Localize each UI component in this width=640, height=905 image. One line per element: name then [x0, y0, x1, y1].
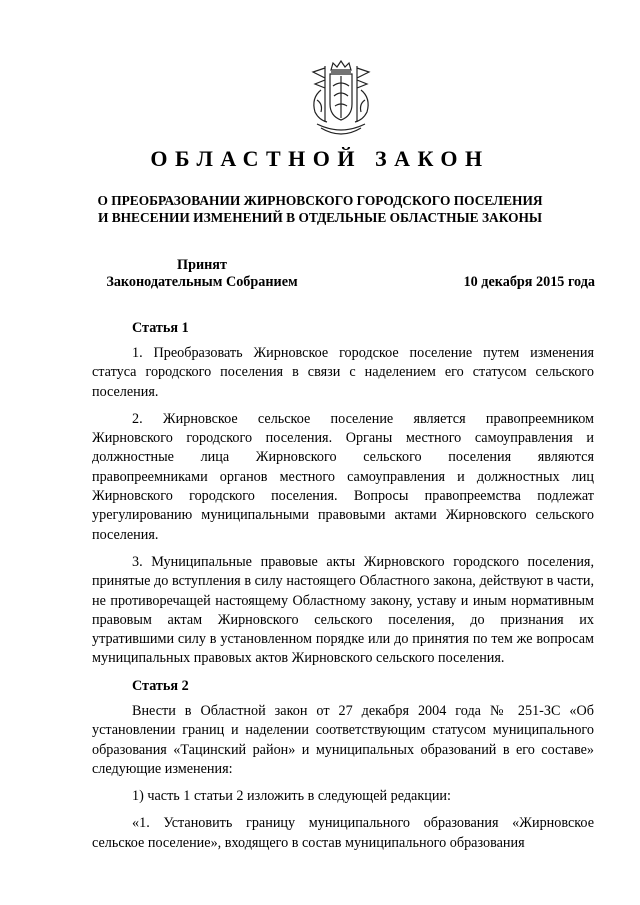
- article-2-paragraph-3: «1. Установить границу муниципального образования «Жирновское сельское поселение», входящего в состав муниципального образования: [92, 815, 594, 851]
- law-title: [0, 192, 640, 226]
- article-1-paragraph-3: 3. Муниципальные правовые акты Жирновского городского поселения, принятые до вступления в силу настоящего Областного закона, действуют в части, не противоречащей настоящему Областному закону, уставу и иным нормативным правовым актам Жирновского сельского поселения, до признания их утратившими силу в установленном порядке или до принятия по тем же вопросам муниципальных правовых актов Жирновского сельского поселения.: [92, 553, 594, 667]
- adoption-label: Принят: [177, 257, 227, 273]
- law-title-line-2: И ВНЕСЕНИИ ИЗМЕНЕНИЙ В ОТДЕЛЬНЫЕ ОБЛАСТНЫЕ ЗАКОНЫ: [97, 210, 543, 225]
- adoption-date: 10 декабря 2015 года: [463, 274, 595, 290]
- article-1-body: [92, 344, 594, 677]
- law-title-line-1: О ПРЕОБРАЗОВАНИИ ЖИРНОВСКОГО ГОРОДСКОГО ПОСЕЛЕНИЯ: [97, 193, 543, 208]
- adopting-body-name: Законодательным Собранием: [106, 274, 298, 290]
- adoption-body: [92, 257, 312, 291]
- article-2-paragraph-2: 1) часть 1 статьи 2 изложить в следующей редакции:: [132, 788, 451, 805]
- law-type-title: ОБЛАСТНОЙ ЗАКОН: [150, 146, 490, 171]
- article-1-paragraph-2: 2. Жирновское сельское поселение является правопреемником Жирновского городского поселения. Органы местного самоуправления и должностные лица Жирновского сельского поселения являются правопреемниками органов местного самоуправления и должностных лиц Жирновского городского поселения. Вопросы правопреемства подлежат урегулированию муниципальными правовыми актами Жирновского сельского поселения.: [92, 410, 594, 543]
- article-2-paragraph-1: Внести в Областной закон от 27 декабря 2004 года № 251-ЗС «Об установлении границ и наделении соответствующим статусом муниципального образования «Тацинский район» и муниципальных образований в его составе» следующие изменения:: [92, 703, 594, 777]
- article-1-heading: Статья 1: [132, 320, 189, 336]
- article-2-heading: Статья 2: [132, 678, 189, 694]
- article-2-body: [92, 702, 594, 861]
- rostov-oblast-coat-of-arms-icon: [303, 60, 379, 140]
- article-1-paragraph-1: 1. Преобразовать Жирновское городское поселение путем изменения статуса городского поселения в связи с наделением его статусом сельского поселения.: [92, 345, 594, 400]
